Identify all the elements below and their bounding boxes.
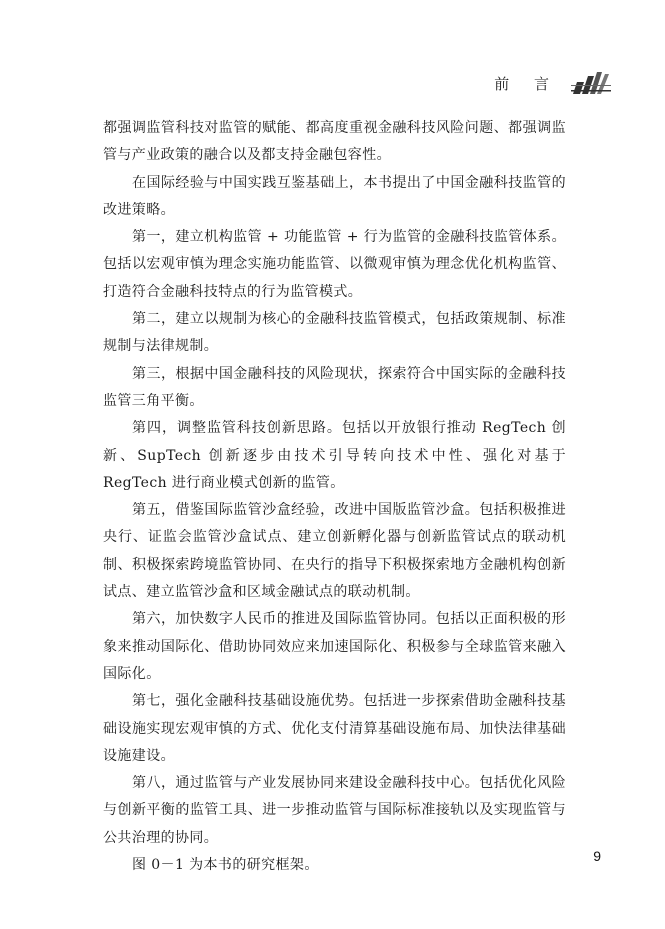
decorative-logo-icon [571,70,611,96]
paragraph: 第一，建立机构监管 + 功能监管 + 行为监管的金融科技监管体系。包括以宏观审慎为理念实施功能监管、以微观审慎为理念优化机构监管、打造符合金融科技特点的行为监管模式。 [103,229,566,300]
paragraph: 第三，根据中国金融科技的风险现状，探索符合中国实际的金融科技监管三角平衡。 [103,365,566,409]
paragraph: 都强调监管科技对监管的赋能、都高度重视金融科技风险问题、都强调监管与产业政策的融合以及都支持金融包容性。 [103,120,566,164]
paragraph: 在国际经验与中国实践互鉴基础上，本书提出了中国金融科技监管的改进策略。 [103,174,566,218]
paragraph: 第五，借鉴国际监管沙盒经验，改进中国版监管沙盒。包括积极推进央行、证监会监管沙盒试点、建立创新孵化器与创新监管试点的联动机制、积极探索跨境监管协同、在央行的指导下积极探索地方金融机构创新试点、建立监管沙盒和区域金融试点的联动机制。 [103,502,566,601]
header-title: 前 言 [494,74,559,93]
paragraph: 图 0－1 为本书的研究框架。 [132,857,319,874]
paragraph: 第四，调整监管科技创新思路。包括以开放银行推动 RegTech 创新、SupTech 创新逐步由技术引导转向技术中性、强化对基于 RegTech 进行商业模式创新的监管。 [103,420,566,491]
paragraph: 第六，加快数字人民币的推进及国际监管协同。包括以正面积极的形象来推动国际化、借助协同效应来加速国际化、积极参与全球监管来融入国际化。 [103,611,566,682]
paragraph: 第八，通过监管与产业发展协同来建设金融科技中心。包括优化风险与创新平衡的监管工具、进一步推动监管与国际标准接轨以及实现监管与公共治理的协同。 [103,775,566,846]
page-number: 9 [593,848,601,864]
paragraph: 第七，强化金融科技基础设施优势。包括进一步探索借助金融科技基础设施实现宏观审慎的方式、优化支付清算基础设施布局、加快法律基础设施建设。 [103,693,566,764]
running-header [494,70,611,96]
body-text [103,115,566,879]
paragraph: 第二，建立以规制为核心的金融科技监管模式，包括政策规制、标准规制与法律规制。 [103,311,566,355]
